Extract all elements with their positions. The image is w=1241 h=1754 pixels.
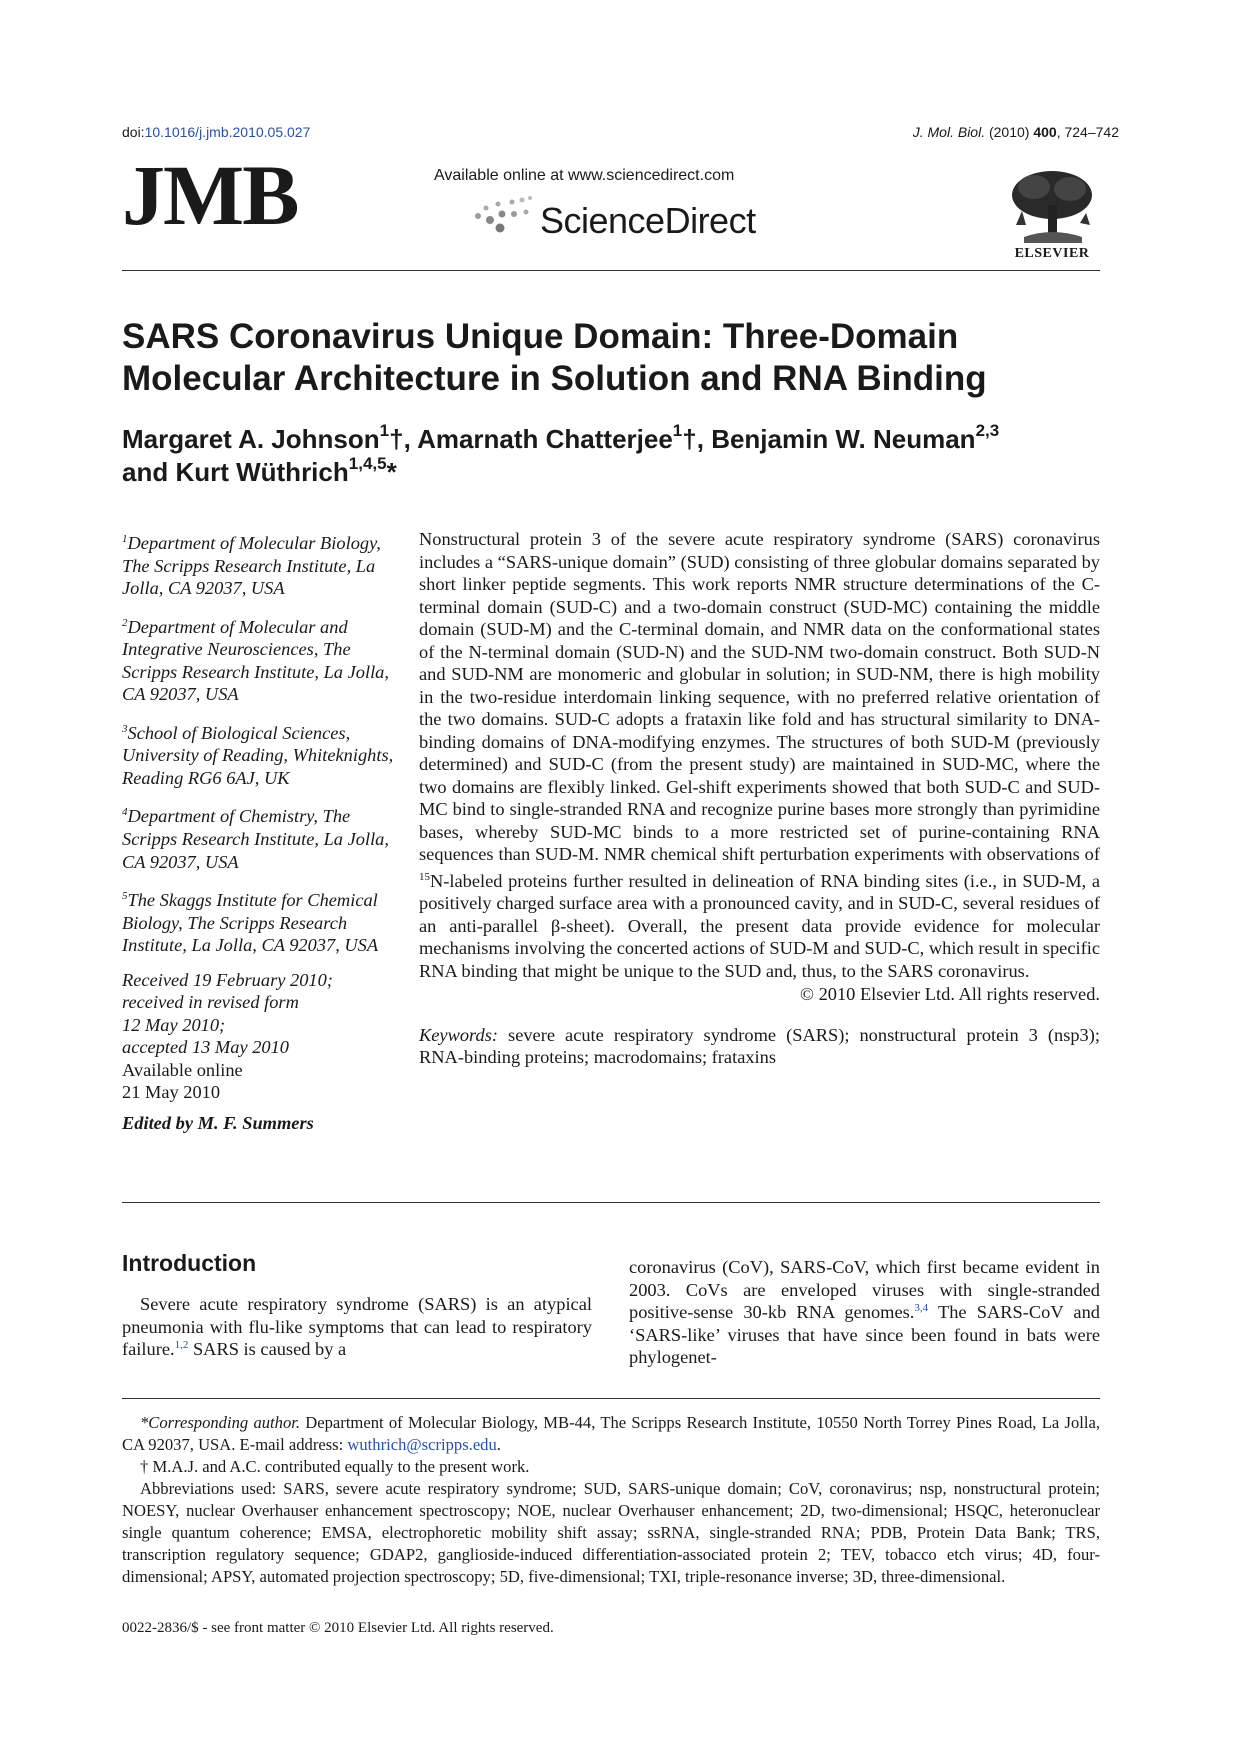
footnote-divider (122, 1398, 1100, 1399)
affiliations-column (122, 528, 404, 1134)
author-affiliation-marker: 1 (379, 421, 390, 441)
abstract-divider (122, 1202, 1100, 1203)
keywords-list: severe acute respiratory syndrome (SARS); nonstructural protein 3 (nsp3); RNA-binding proteins; macrodomains; frataxins (419, 1024, 1100, 1068)
received-date: Received 19 February 2010; (122, 969, 333, 990)
affiliation-number: 4 (122, 806, 128, 819)
issn-line: 0022-2836/$ - see front matter © 2010 Elsevier Ltd. All rights reserved. (122, 1620, 554, 1636)
author-name: Benjamin W. Neuman (711, 424, 976, 454)
author-affiliation-marker: 1,4,5 (348, 454, 387, 474)
journal-volume: 400 (1033, 124, 1057, 140)
abstract-text: Nonstructural protein 3 of the severe acute respiratory syndrome (SARS) coronavirus includes a “SARS-unique domain” (SUD) consisting of three globular domains separated by short linker peptide segments. This work reports NMR structure determinations of the C-terminal domain (SUD-C) and a two-domain construct (SUD-MC) containing the middle domain (SUD-M) and the C-terminal domain, and NMR data on the conformational states of the N-terminal domain (SUD-N) and the SUD-NM two-domain construct. Both SUD-N and SUD-NM are monomeric and globular in solution; in SUD-NM, there is high mobility in the two-residue interdomain linking sequence, with no preferred relative orientation of the two domains. SUD-C adopts a frataxin like fold and has structural similarity to DNA-binding domains of DNA-modifying enzymes. The structures of both SUD-M (previously determined) and SUD-C (from the present study) are maintained in SUD-MC, where the two domains are flexibly linked. Gel-shift experiments showed that both SUD-C and SUD-MC bind to single-stranded RNA and recognize purine bases more strongly than pyrimidine bases, whereby SUD-MC binds to a more restricted set of purine-containing RNA sequences than SUD-M. NMR chemical shift perturbation experiments with observations of $^{15}$N-labeled proteins further resulted in delineation of RNA binding sites (i.e., in SUD-M, a positively charged surface area with a pronounced cavity, and in SUD-C, several residues of an anti-parallel β-sheet). Overall, the present data provide evidence for molecular mechanisms involving the concerted actions of SUD-M and SUD-C, which result in specific RNA binding that might be unique to the SUD and, thus, to the SARS coronavirus. (419, 529, 1100, 981)
affiliation-number: 5 (122, 890, 128, 902)
author-name: Margaret A. Johnson (122, 424, 380, 454)
journal-citation (913, 124, 1119, 140)
corresponding-author-note: *Corresponding author. Department of Molecular Biology, MB-44, The Scripps Research Institute, 10550 North Torrey Pines Road, La Jolla, CA 92037, USA. E-mail address: wuthrich@scripps.edu. (122, 1413, 1100, 1454)
affiliation-number: 3 (122, 722, 128, 735)
article-title: SARS Coronavirus Unique Domain: Three-Domain Molecular Architecture in Solution and RNA Binding (122, 317, 987, 398)
elsevier-tree-icon (1004, 165, 1100, 245)
elsevier-wordmark: ELSEVIER (1014, 246, 1090, 261)
affiliation-text: Department of Chemistry, The Scripps Research Institute, La Jolla, CA 92037, USA (122, 806, 389, 872)
doi-prefix: doi: (122, 124, 145, 140)
revised-label: received in revised form (122, 992, 299, 1013)
affiliation-text: Department of Molecular Biology, The Scripps Research Institute, La Jolla, CA 92037, USA (122, 533, 381, 599)
sciencedirect-wordmark: ScienceDirect (540, 200, 756, 241)
author-affiliation-marker: 1 (672, 421, 683, 441)
email-link[interactable]: wuthrich@scripps.edu (347, 1435, 497, 1454)
affiliation-list (122, 528, 404, 957)
author-list (122, 423, 1112, 489)
doi-link[interactable]: 10.1016/j.jmb.2010.05.027 (144, 124, 311, 140)
journal-pages: , 724–742 (1056, 124, 1119, 140)
abstract-copyright: © 2010 Elsevier Ltd. All rights reserved. (800, 984, 1100, 1005)
citation-link[interactable]: 3,4 (914, 1301, 929, 1314)
introduction-left-column: Severe acute respiratory syndrome (SARS) is an atypical pneumonia with flu-like symptoms that can lead to respiratory failure.$^{1,2}$ SARS is caused by a (122, 1294, 592, 1359)
journal-year: (2010) (988, 124, 1030, 140)
available-online-date: 21 May 2010 (122, 1082, 221, 1103)
abstract (419, 528, 1100, 1069)
author-name: and Kurt Wüthrich (122, 457, 349, 487)
journal-name: J. Mol. Biol. (912, 124, 986, 140)
affiliation-item (122, 801, 404, 873)
available-online-label: Available online (122, 1059, 243, 1080)
edited-by: Edited by M. F. Summers (122, 1112, 314, 1133)
keywords-label: Keywords: (419, 1024, 499, 1045)
affiliation-text: Department of Molecular and Integrative Neurosciences, The Scripps Research Institute, La Jolla, CA 92037, USA (122, 616, 389, 705)
abbreviations-note: Abbreviations used: SARS, severe acute respiratory syndrome; SUD, SARS-unique domain; CoV, coronavirus; nsp, nonstructural protein; NOESY, nuclear Overhauser enhancement spectroscopy; NOE, nuclear Overhauser enhancement; 2D, two-dimensional; HSQC, heteronuclear single quantum coherence; EMSA, electrophoretic mobility shift assay; ssRNA, single-stranded RNA; PDB, Protein Data Bank; TRS, transcription regulatory sequence; GDAP2, ganglioside-induced differentiation-associated protein 2; TEV, tobacco etch virus; 4D, four-dimensional; APSY, automated projection spectroscopy; 5D, five-dimensional; TXI, triple-resonance inverse; 3D, three-dimensional. (122, 1479, 1100, 1586)
author-mark: †, (682, 424, 712, 454)
available-online-text: Available online at www.sciencedirect.com (434, 167, 735, 184)
sciencedirect-dots-icon (470, 192, 536, 240)
affiliation-number: 1 (122, 533, 128, 545)
revised-date: 12 May 2010; (122, 1014, 226, 1035)
author-mark: * (386, 457, 397, 487)
author-affiliation-marker: 2,3 (975, 421, 1000, 441)
jmb-logo: JMB (122, 147, 298, 243)
introduction-right-column: coronavirus (CoV), SARS-CoV, which first became evident in 2003. CoVs are enveloped viruses with single-stranded positive-sense 30-kb RNA genomes.$^{3,4}$ The SARS-CoV and ‘SARS-like’ viruses that have since been found in bats were phylogenet- (629, 1257, 1100, 1367)
accepted-date: accepted 13 May 2010 (122, 1037, 289, 1058)
author-name: Amarnath Chatterjee (417, 424, 673, 454)
affiliation-number: 2 (122, 616, 128, 629)
keywords (419, 1024, 1100, 1069)
equal-contribution-note: † M.A.J. and A.C. contributed equally to the present work. (140, 1457, 530, 1476)
introduction-heading: Introduction (122, 1250, 257, 1276)
isotope-superscript: 15 (419, 870, 430, 883)
affiliation-item (122, 885, 404, 957)
affiliation-text: The Skaggs Institute for Chemical Biology, The Scripps Research Institute, La Jolla, CA 92037, USA (122, 890, 379, 956)
footnotes (122, 1412, 1100, 1588)
header-divider (122, 270, 1100, 271)
article-history (122, 969, 404, 1135)
affiliation-item (122, 612, 404, 706)
affiliation-text: School of Biological Sciences, University of Reading, Whiteknights, Reading RG6 6AJ, UK (122, 722, 394, 788)
doi-line (122, 124, 310, 140)
citation-link[interactable]: 1,2 (174, 1338, 189, 1351)
affiliation-item (122, 528, 404, 600)
author-mark: †, (389, 424, 418, 454)
affiliation-item (122, 718, 404, 790)
